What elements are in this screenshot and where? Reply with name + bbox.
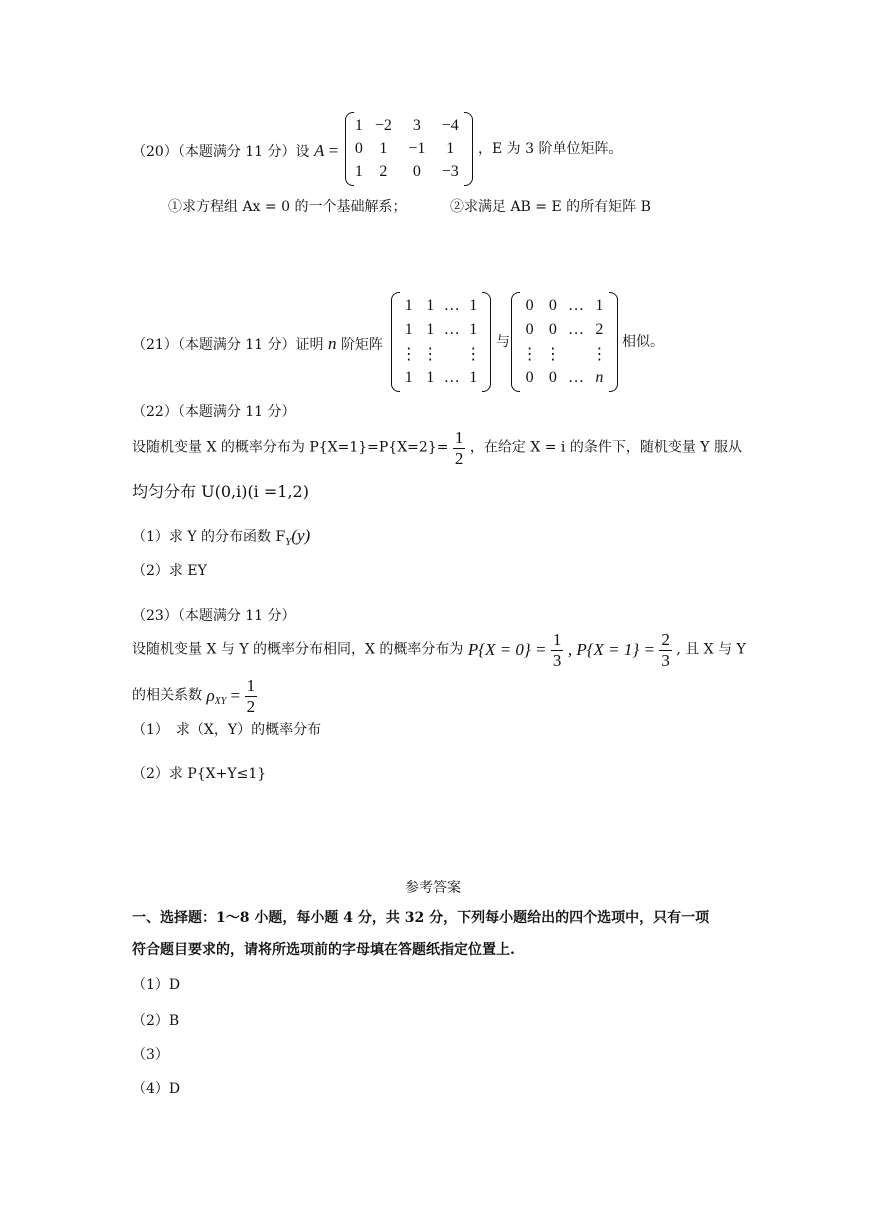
matrix-cell: … bbox=[443, 321, 460, 338]
q20-label: （20）（本题满分 11 分）设 A = bbox=[132, 141, 339, 160]
matrix-cell: 1 bbox=[379, 139, 388, 157]
q21-matrix-1-table bbox=[398, 294, 484, 390]
q20-matrix-name: A bbox=[313, 141, 325, 160]
q21-n: n bbox=[327, 334, 337, 353]
q23-line2: 的相关系数 $\rho_{XY}$ = $\frac{1}{2}$ bbox=[132, 676, 256, 716]
matrix-cell bbox=[441, 342, 463, 366]
matrix-cell: −3 bbox=[441, 162, 459, 180]
matrix-cell: ⋮ bbox=[400, 346, 417, 363]
matrix-row bbox=[518, 342, 611, 366]
matrix-row bbox=[518, 366, 611, 390]
q23-label: （23）（本题满分 11 分） bbox=[132, 608, 296, 624]
matrix-row bbox=[518, 294, 611, 318]
matrix-cell: 1 bbox=[426, 297, 435, 314]
matrix-cell: 1 bbox=[404, 297, 413, 314]
matrix-cell: 1 bbox=[446, 139, 455, 157]
q21-matrix-2 bbox=[511, 292, 618, 392]
matrix-cell: … bbox=[568, 321, 585, 338]
q22-line2: 均匀分布 U(0,i)(i =1,2) bbox=[132, 482, 309, 501]
matrix-cell: −2 bbox=[374, 116, 392, 134]
matrix-cell: 1 bbox=[404, 321, 413, 338]
q20-part1: ①求方程组 Ax = 0 的一个基础解系； bbox=[168, 199, 407, 215]
matrix-cell: 2 bbox=[379, 162, 388, 180]
q23-frac-2: $\frac{2}{3}$ bbox=[661, 630, 670, 670]
matrix-cell: 1 bbox=[595, 297, 604, 314]
matrix-cell: 1 bbox=[469, 369, 478, 386]
matrix-cell: 0 bbox=[412, 162, 421, 180]
matrix-row bbox=[351, 160, 467, 183]
q23-line1: 设随机变量 X 与 Y 的概率分布相同，X 的概率分布为 P{X = 0} = $\frac{1}{3}$ , P{X = 1} = $\frac{2}{3}$ , 且 X 与 Y bbox=[132, 630, 746, 670]
q21-and: 与 bbox=[496, 334, 510, 350]
q20-matrix bbox=[345, 112, 473, 186]
matrix-cell: n bbox=[595, 369, 604, 386]
matrix-cell: −1 bbox=[408, 139, 426, 157]
q22-label: （22）（本题满分 11 分） bbox=[132, 404, 296, 420]
matrix-cell: 1 bbox=[426, 369, 435, 386]
matrix-cell: … bbox=[443, 297, 460, 314]
answers-title: 参考答案 bbox=[405, 880, 461, 896]
matrix-row bbox=[518, 318, 611, 342]
q21-after: 相似。 bbox=[622, 334, 664, 350]
q22-part2: （2）求 EY bbox=[132, 563, 207, 579]
q21-matrix-2-table bbox=[518, 294, 611, 390]
matrix-cell: 0 bbox=[548, 369, 557, 386]
matrix-cell: 0 bbox=[525, 321, 534, 338]
q21-label: （21）（本题满分 11 分）证明 n 阶矩阵 bbox=[132, 334, 383, 353]
answers-section-heading: 一、选择题：1～8 小题，每小题 4 分，共 32 分，下列每小题给出的四个选项中，只有一项 bbox=[132, 910, 710, 926]
matrix-row bbox=[351, 114, 467, 137]
q22-fraction: $\frac{1}{2}$ bbox=[454, 428, 464, 468]
matrix-cell: 1 bbox=[354, 162, 363, 180]
matrix-row bbox=[351, 137, 467, 160]
matrix-cell: ⋮ bbox=[591, 346, 608, 363]
matrix-cell: 1 bbox=[354, 116, 363, 134]
q22-part1: （1）求 Y 的分布函数 $F_Y(y)$ bbox=[132, 526, 311, 548]
matrix-cell: 0 bbox=[548, 297, 557, 314]
matrix-cell: 0 bbox=[525, 297, 534, 314]
answer-item-4: （4）D bbox=[132, 1081, 181, 1097]
matrix-cell: 3 bbox=[412, 116, 421, 134]
q21-matrix-1 bbox=[391, 292, 491, 392]
matrix-cell: −4 bbox=[441, 116, 459, 134]
matrix-row bbox=[398, 342, 484, 366]
matrix-cell: 1 bbox=[469, 321, 478, 338]
matrix-cell: 0 bbox=[525, 369, 534, 386]
matrix-cell: … bbox=[568, 297, 585, 314]
matrix-cell: ⋮ bbox=[521, 346, 538, 363]
answer-item-1: （1）D bbox=[132, 977, 181, 993]
q20-matrix-table bbox=[351, 114, 467, 183]
matrix-cell: 1 bbox=[404, 369, 413, 386]
q22-line1: 设随机变量 X 的概率分布为 P{X=1}=P{X=2}= $\frac{1}{2}$ ，在给定 X = i 的条件下，随机变量 Y 服从 bbox=[132, 428, 742, 468]
matrix-cell: … bbox=[443, 369, 460, 386]
q23-frac-3: $\frac{1}{2}$ bbox=[246, 676, 256, 716]
q20-after: ，E 为 3 阶单位矩阵。 bbox=[478, 141, 623, 157]
q23-frac-1: $\frac{1}{3}$ bbox=[552, 630, 562, 670]
answer-item-3: （3） bbox=[132, 1047, 169, 1063]
matrix-cell: 2 bbox=[595, 321, 604, 338]
q23-part1: （1） 求（X，Y）的概率分布 bbox=[132, 722, 322, 738]
matrix-cell: 1 bbox=[469, 297, 478, 314]
q23-part2: （2）求 P{X+Y≤1} bbox=[132, 766, 267, 782]
matrix-row bbox=[398, 294, 484, 318]
matrix-cell: ⋮ bbox=[465, 346, 482, 363]
matrix-row bbox=[398, 318, 484, 342]
matrix-row bbox=[398, 366, 484, 390]
answer-item-2: （2）B bbox=[132, 1013, 180, 1029]
matrix-cell: 1 bbox=[426, 321, 435, 338]
answers-section-heading-2: 符合题目要求的，请将所选项前的字母填在答题纸指定位置上. bbox=[132, 942, 515, 958]
matrix-cell bbox=[565, 342, 588, 366]
matrix-cell: 0 bbox=[354, 139, 363, 157]
matrix-cell: ⋮ bbox=[544, 346, 561, 363]
matrix-cell: 0 bbox=[548, 321, 557, 338]
q20-part2: ②求满足 AB = E 的所有矩阵 B bbox=[450, 199, 651, 215]
matrix-cell: … bbox=[568, 369, 585, 386]
matrix-cell: ⋮ bbox=[422, 346, 439, 363]
